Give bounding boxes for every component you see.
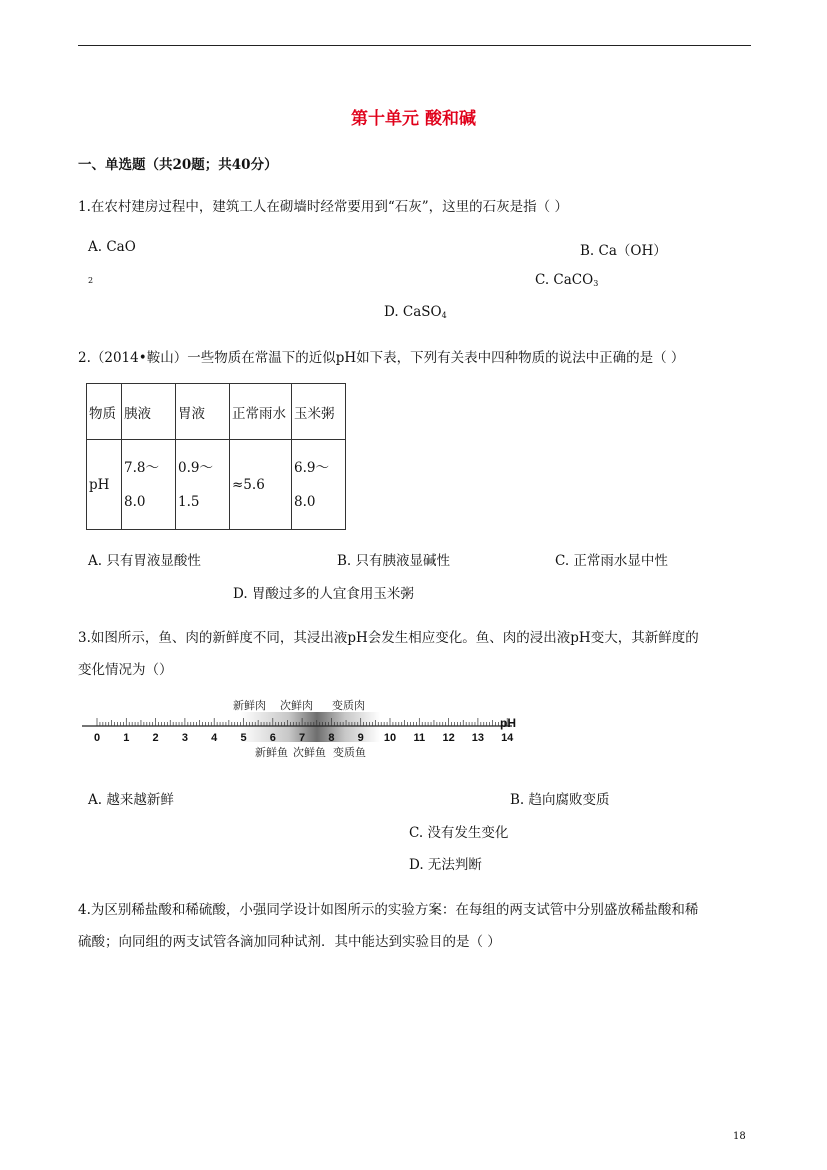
ph-scale-figure	[80, 712, 550, 746]
page-title: 第十单元 酸和碱	[351, 109, 476, 129]
header-rule	[78, 45, 751, 46]
table-header-cell: 胃液	[176, 384, 230, 440]
question-4-stem-line-2: 硫酸；向同组的两支试管各滴加同种试剂．其中能达到实验目的是（ ）	[78, 934, 501, 950]
question-1-option-a: A. CaO	[88, 239, 136, 255]
ph-table	[86, 383, 346, 530]
question-1-stem: 1.在农村建房过程中，建筑工人在砌墙时经常要用到“石灰”，这里的石灰是指（ ）	[78, 199, 568, 215]
scale-label-spoiled-fish: 变质鱼	[333, 746, 366, 759]
table-cell: 0.9～ 1.5	[176, 440, 230, 530]
question-3-option-b: B. 趋向腐败变质	[510, 792, 610, 808]
table-row-label: pH	[87, 440, 122, 530]
page-number: 18	[733, 1131, 746, 1142]
section-heading: 一、单选题（共20题；共40分）	[78, 157, 278, 173]
table-cell: ≈5.6	[230, 440, 292, 530]
ph-tick-label: 13	[471, 732, 485, 744]
scale-label-fresh-meat: 新鲜肉	[233, 699, 266, 712]
ph-unit-label: pH	[500, 716, 516, 730]
table-header-cell: 玉米粥	[292, 384, 346, 440]
question-2-option-b: B. 只有胰液显碱性	[337, 553, 451, 569]
ph-tick-label: 5	[240, 732, 247, 744]
question-2-option-c: C. 正常雨水显中性	[555, 553, 668, 569]
table-header-cell: 正常雨水	[230, 384, 292, 440]
scale-label-fresh-fish: 新鲜鱼	[255, 746, 288, 759]
scale-label-less-fresh-meat: 次鲜肉	[280, 699, 313, 712]
ph-tick-label: 7	[299, 732, 306, 744]
ph-tick-label: 12	[442, 732, 455, 744]
ph-tick-label: 4	[211, 732, 218, 744]
table-cell: 6.9～ 8.0	[292, 440, 346, 530]
question-1-option-b: B. Ca（OH）	[580, 243, 667, 259]
scale-label-spoiled-meat: 变质肉	[332, 699, 365, 712]
ph-tick-label: 2	[152, 732, 159, 744]
scale-label-less-fresh-fish: 次鲜鱼	[293, 746, 326, 759]
ph-tick-label: 3	[181, 732, 188, 744]
question-3-option-d: D. 无法判断	[409, 857, 482, 873]
ph-tick-label: 6	[269, 732, 276, 744]
question-3-stem-line-2: 变化情况为（）	[78, 662, 173, 678]
question-2-option-d: D. 胃酸过多的人宜食用玉米粥	[233, 586, 414, 602]
ph-tick-label: 11	[413, 732, 426, 744]
table-cell: 7.8～ 8.0	[122, 440, 176, 530]
ph-tick-label: 1	[123, 732, 130, 744]
table-header-cell: 胰液	[122, 384, 176, 440]
question-1-option-b-subscript: 2	[88, 276, 94, 285]
ph-tick-label: 9	[357, 732, 364, 744]
question-1-option-d: D. CaSO$_4$	[384, 304, 447, 320]
question-2-stem: 2.（2014•鞍山）一些物质在常温下的近似pH如下表，下列有关表中四种物质的说法中正确的是（ ）	[78, 350, 685, 366]
ph-tick-label: 8	[328, 732, 335, 744]
question-1-option-c: C. CaCO$_3$	[535, 272, 599, 288]
ph-tick-label: 14	[501, 732, 514, 744]
question-3-option-c: C. 没有发生变化	[409, 825, 509, 841]
question-3-stem-line-1: 3.如图所示，鱼、肉的新鲜度不同，其浸出液pH会发生相应变化。鱼、肉的浸出液pH变大，其新鲜度的	[78, 630, 699, 646]
question-4-stem-line-1: 4.为区别稀盐酸和稀硫酸，小强同学设计如图所示的实验方案：在每组的两支试管中分别盛放稀盐酸和稀	[78, 902, 699, 918]
question-2-option-a: A. 只有胃液显酸性	[88, 553, 201, 569]
ph-tick-label: 0	[93, 732, 101, 744]
table-header-cell: 物质	[87, 384, 122, 440]
ph-tick-label: 10	[383, 732, 397, 744]
question-3-option-a: A. 越来越新鲜	[88, 792, 174, 808]
